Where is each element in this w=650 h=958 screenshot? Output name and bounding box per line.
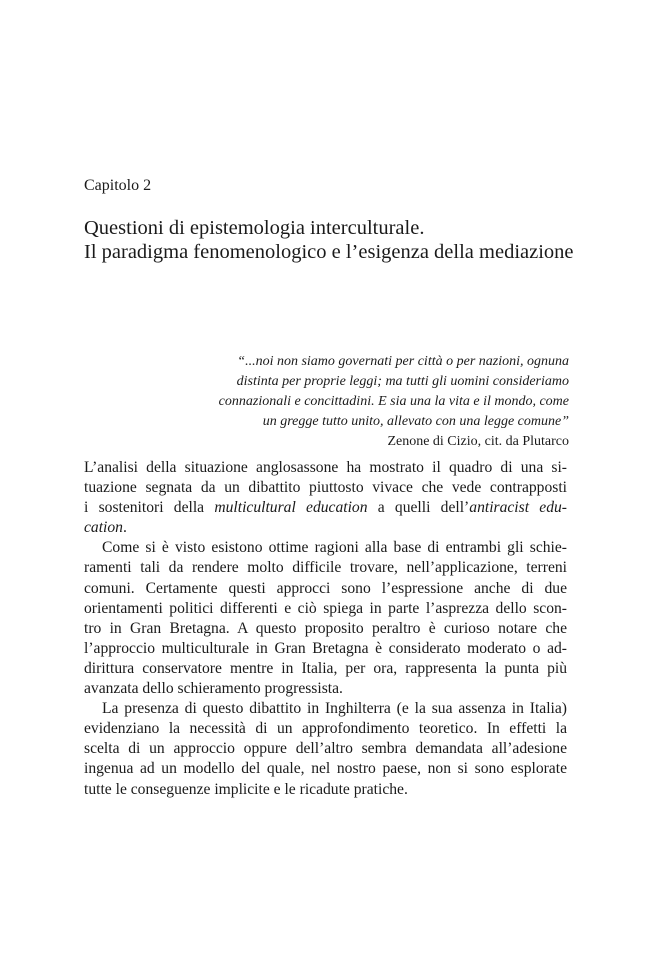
chapter-title-line: Il paradigma fenomenologico e l’esigenza della mediazione <box>84 241 574 263</box>
epigraph-line: un gregge tutto unito, allevato con una legge comune” <box>262 414 569 429</box>
text-run: a quelli dell’ <box>367 499 470 517</box>
paragraph-3 <box>84 699 567 799</box>
text-line: comuni. Certamente questi approcci sono l’espressione anche di due <box>84 579 567 597</box>
text-line: tro in Gran Bretagna. A questo proposito peraltro è curioso notare che <box>84 619 567 637</box>
text-run-italic: antiracist edu- <box>469 499 567 517</box>
text-run-italic: cation <box>84 519 123 537</box>
epigraph-line: connazionali e concittadini. E sia una la vita e il mondo, come <box>218 394 569 409</box>
text-run-italic: multicultural education <box>214 499 368 517</box>
epigraph-line: distinta per proprie leggi; ma tutti gli uomini consideriamo <box>236 374 569 389</box>
text-line: tuazione segnata da un dibattito piuttosto vivace che vede contrapposti <box>84 479 567 497</box>
text-line: ingenua ad un modello del quale, nel nostro paese, non si sono esplorate <box>84 760 567 778</box>
text-run: i sostenitori della <box>84 499 215 517</box>
text-line: evidenziano la necessità di un approfondimento teoretico. In effetti la <box>84 720 567 738</box>
chapter-title <box>84 216 584 264</box>
text-line <box>84 498 567 518</box>
text-line: tutte le conseguenze implicite e le ricadute pratiche. <box>84 780 408 798</box>
text-line: ramenti tali da rendere molto difficile trovare, nell’applicazione, terreni <box>84 559 567 577</box>
text-line: L’analisi della situazione anglosassone ha mostrato il quadro di una si- <box>84 459 567 476</box>
epigraph <box>150 352 569 452</box>
text-line: l’approccio multiculturale in Gran Bretagna è considerato moderato o ad- <box>84 639 567 657</box>
text-line: orientamenti politici differenti e ciò spiega in parte l’asprezza dello scon- <box>84 599 567 617</box>
text-line: avanzata dello schieramento progressista. <box>84 680 343 698</box>
chapter-label: Capitolo 2 <box>84 177 152 194</box>
text-line: Come si è visto esistono ottime ragioni alla base di entrambi gli schie- <box>102 539 567 557</box>
body-text <box>84 458 567 800</box>
text-run: . <box>122 519 127 537</box>
text-line: dirittura conservatore mentre in Italia, per ora, rappresenta la punta più <box>84 659 567 677</box>
text-line <box>84 518 567 538</box>
epigraph-line: “...noi non siamo governati per città o per nazioni, ognuna <box>237 354 569 369</box>
epigraph-attribution: Zenone di Cizio, cit. da Plutarco <box>387 434 569 449</box>
paragraph-2 <box>84 538 567 699</box>
paragraph-1 <box>84 458 567 538</box>
chapter-title-line: Questioni di epistemologia interculturale. <box>84 217 425 239</box>
text-line: La presenza di questo dibattito in Inghilterra (e la sua assenza in Italia) <box>102 700 567 718</box>
text-line: scelta di un approccio oppure dell’altro sembra demandata all’adesione <box>84 740 567 758</box>
